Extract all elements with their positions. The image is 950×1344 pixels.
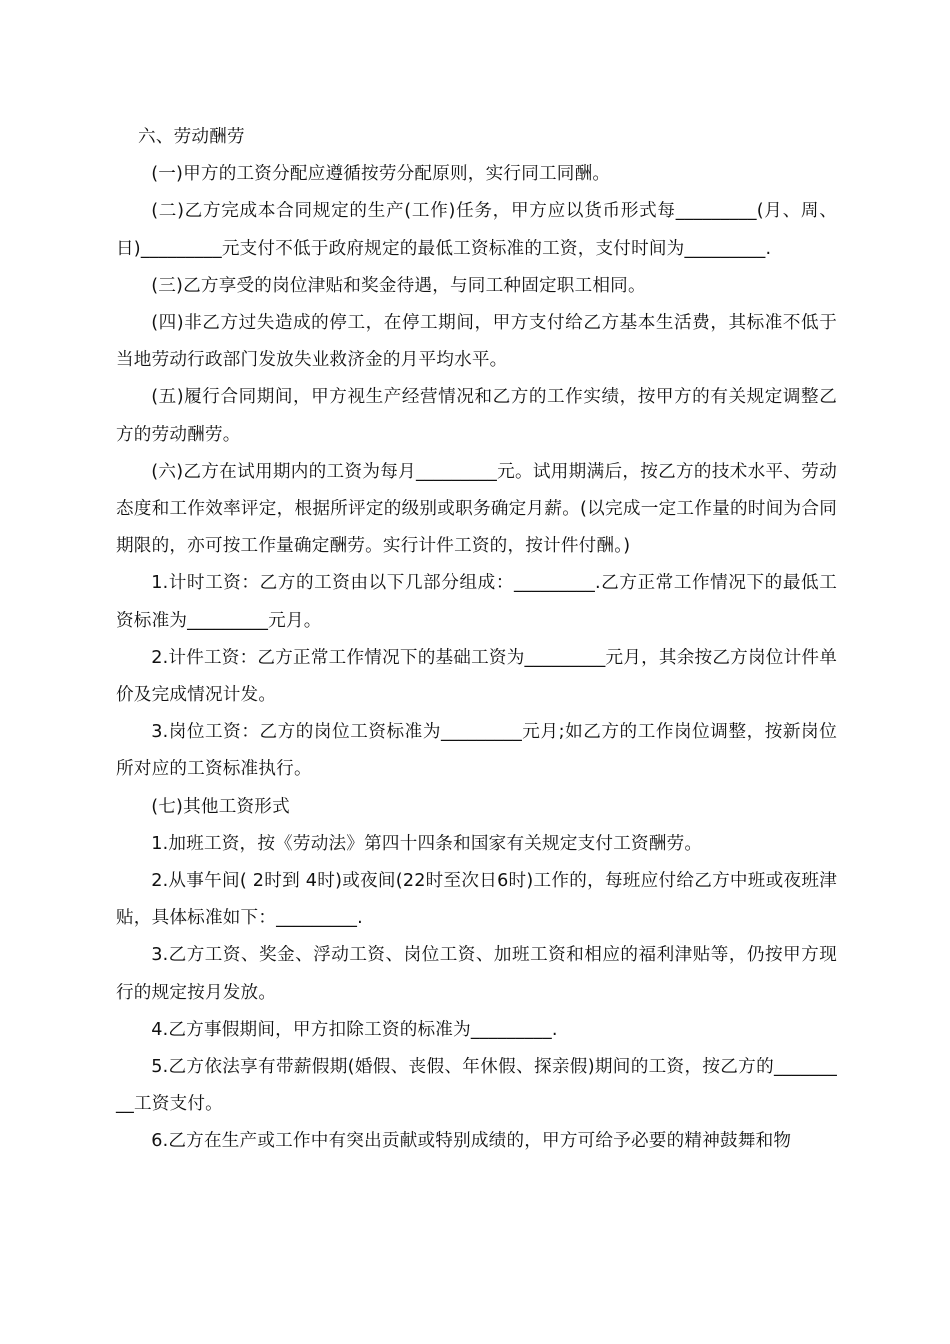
paragraph-adjustment: (五)履行合同期间，甲方视生产经营情况和乙方的工作实绩，按甲方的有关规定调整乙方的劳动酬劳。 [116, 387, 837, 445]
paragraph-allowance: (三)乙方享受的岗位津贴和奖金待遇，与同工种固定职工相同。 [151, 275, 646, 296]
document-body [116, 119, 837, 1161]
paragraph-shift-allowance: 2.从事午间( 2时到 4时)或夜间(22时至次日6时)工作的，每班应付给乙方中班或夜班津贴，具体标准如下：_________. [116, 871, 837, 929]
paragraph-probation-wage: (六)乙方在试用期内的工资为每月_________元。试用期满后，按乙方的技术水平、劳动态度和工作效率评定，根据所评定的级别或职务确定月薪。(以完成一定工作量的时间为合同期限的，亦可按工作量确定酬劳。实行计件工资的，按计件付酬。) [116, 461, 837, 557]
paragraph-paid-leave: 5.乙方依法享有带薪假期(婚假、丧假、年休假、探亲假)期间的工资，按乙方的_________工资支付。 [116, 1057, 837, 1115]
paragraph-work-stoppage: (四)非乙方过失造成的停工，在停工期间，甲方支付给乙方基本生活费，其标准不低于当地劳动行政部门发放失业救济金的月平均水平。 [116, 313, 837, 371]
paragraph-wage-principle: (一)甲方的工资分配应遵循按劳分配原则，实行同工同酬。 [151, 164, 611, 185]
section-title: 六、劳动酬劳 [138, 127, 245, 147]
paragraph-time-wage: 1.计时工资：乙方的工资由以下几部分组成：_________.乙方正常工作情况下的最低工资标准为_________元月。 [116, 573, 837, 631]
paragraph-leave-deduction: 4.乙方事假期间，甲方扣除工资的标准为_________. [151, 1019, 558, 1040]
paragraph-piece-wage: 2.计件工资：乙方正常工作情况下的基础工资为_________元月，其余按乙方岗位计件单价及完成情况计发。 [116, 647, 837, 706]
subsection-title-other-wages: (七)其他工资形式 [151, 796, 290, 817]
paragraph-reward: 6.乙方在生产或工作中有突出贡献或特别成绩的，甲方可给予必要的精神鼓舞和物 [151, 1131, 792, 1152]
paragraph-monthly-payment: 3.乙方工资、奖金、浮动工资、岗位工资、加班工资和相应的福利津贴等，仍按甲方现行的规定按月发放。 [116, 945, 837, 1003]
paragraph-post-wage: 3.岗位工资：乙方的岗位工资标准为_________元月;如乙方的工作岗位调整，按新岗位所对应的工资标准执行。 [116, 722, 837, 780]
paragraph-overtime-wage: 1.加班工资，按《劳动法》第四十四条和国家有关规定支付工资酬劳。 [151, 833, 703, 854]
paragraph-wage-payment: (二)乙方完成本合同规定的生产(工作)任务，甲方应以货币形式每_________(月、周、日)_________元支付不低于政府规定的最低工资标准的工资，支付时间为_________. [116, 201, 837, 259]
